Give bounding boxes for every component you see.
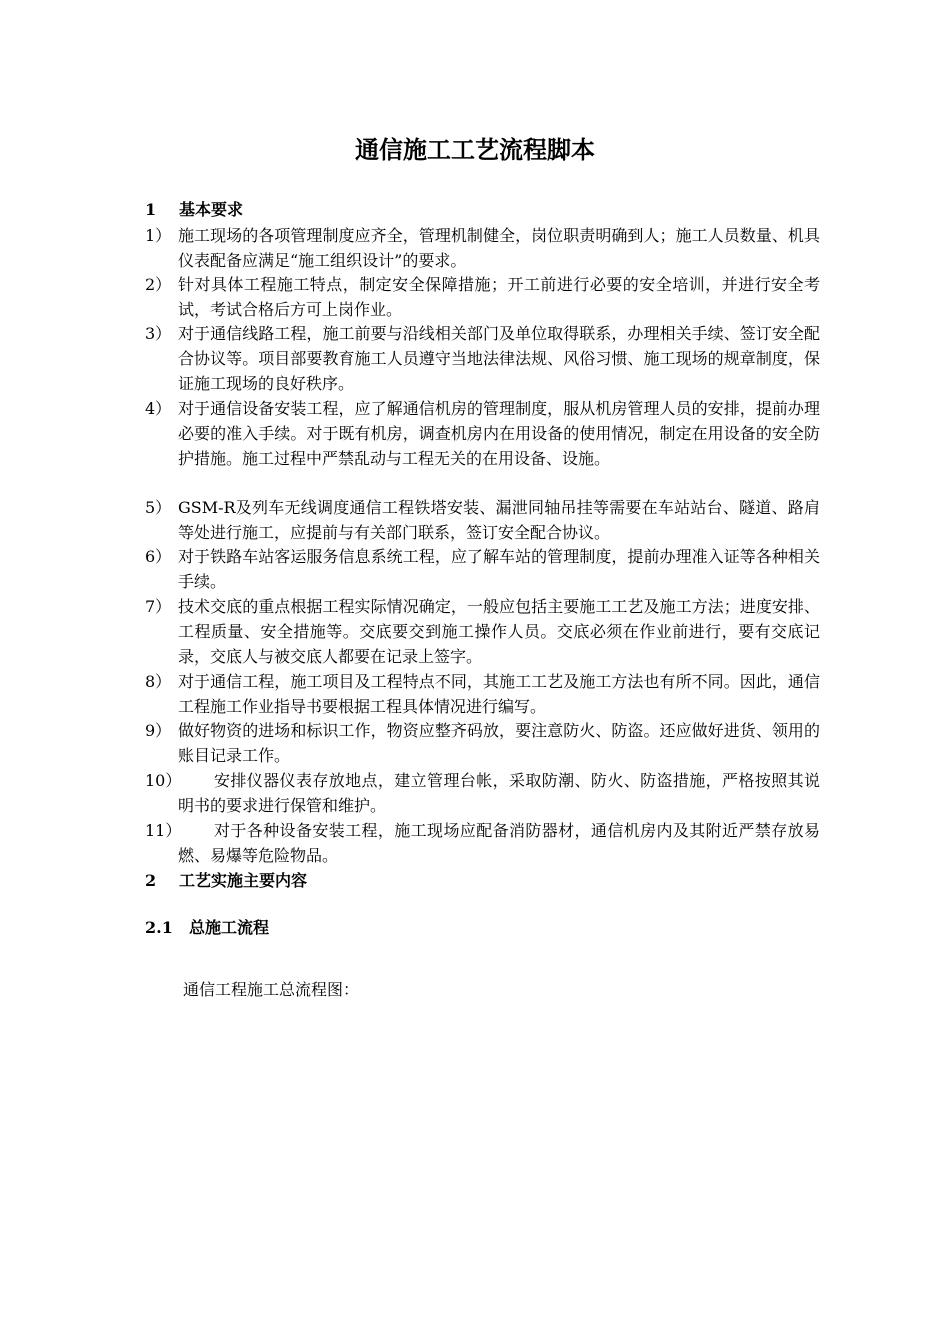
list-item-text: 对于通信设备安装工程，应了解通信机房的管理制度，服从机房管理人员的安排，提前办理必要的准入手续。对于既有机房，调查机房内在用设备的使用情况，制定在用设备的安全防护措施。施工过程中严禁乱动与工程无关的在用设备、设施。: [178, 399, 820, 468]
list-item-3: [145, 321, 820, 396]
section-2-1-title: 总施工流程: [189, 918, 270, 937]
list-item-11: [145, 818, 820, 868]
list-item-4: [145, 396, 820, 471]
list-item-10: [145, 768, 820, 818]
section-2-heading: [145, 869, 307, 893]
list-item-text: GSM-R及列车无线调度通信工程铁塔安装、漏泄同轴吊挂等需要在车站站台、隧道、路肩等处进行施工，应提前与有关部门联系，签订安全配合协议。: [178, 498, 820, 542]
list-item-5: [145, 495, 820, 545]
list-item-number: 5）: [145, 498, 172, 517]
list-item-6: [145, 544, 820, 594]
list-item-number: 3）: [145, 324, 172, 343]
list-item-text: 针对具体工程施工特点，制定安全保障措施；开工前进行必要的安全培训，并进行安全考试，考试合格后方可上岗作业。: [178, 275, 820, 319]
page-title: 通信施工工艺流程脚本: [355, 135, 595, 164]
list-item-text: 安排仪器仪表存放地点，建立管理台帐，采取防潮、防火、防盗措施，严格按照其说明书的要求进行保管和维护。: [178, 771, 820, 815]
section-1-number: 1: [145, 200, 157, 219]
flowchart-intro-text: 通信工程施工总流程图：: [183, 980, 360, 999]
list-item-number: 1）: [145, 226, 172, 245]
list-item-text: 对于通信线路工程，施工前要与沿线相关部门及单位取得联系，办理相关手续、签订安全配合协议等。项目部要教育施工人员遵守当地法律法规、风俗习惯、施工现场的规章制度，保证施工现场的良好秩序。: [178, 324, 820, 393]
section-2-1-number: 2.1: [145, 918, 173, 937]
list-item-7: [145, 594, 820, 669]
list-item-number: 10）: [145, 771, 182, 790]
section-2-title: 工艺实施主要内容: [179, 871, 308, 890]
list-item-text: 技术交底的重点根据工程实际情况确定，一般应包括主要施工工艺及施工方法；进度安排、工程质量、安全措施等。交底要交到施工操作人员。交底必须在作业前进行，要有交底记录，交底人与被交底人都要在记录上签字。: [178, 597, 820, 666]
list-item-text: 对于通信工程，施工项目及工程特点不同，其施工工艺及施工方法也有所不同。因此，通信工程施工作业指导书要根据工程具体情况进行编写。: [178, 672, 820, 716]
section-1-heading: [145, 198, 243, 222]
list-item-1: [145, 223, 820, 273]
list-item-number: 9）: [145, 721, 172, 740]
list-item-text: 对于各种设备安装工程，施工现场应配备消防器材，通信机房内及其附近严禁存放易燃、易爆等危险物品。: [178, 821, 820, 865]
list-item-text: 做好物资的进场和标识工作，物资应整齐码放，要注意防火、防盗。还应做好进货、领用的账目记录工作。: [178, 721, 820, 765]
section-1-title: 基本要求: [179, 200, 244, 219]
list-item-number: 6）: [145, 547, 172, 566]
list-item-number: 7）: [145, 597, 172, 616]
list-item-8: [145, 669, 820, 719]
list-item-9: [145, 718, 820, 768]
list-item-number: 8）: [145, 672, 172, 691]
list-item-2: [145, 272, 820, 322]
section-2-1-heading: [145, 916, 269, 940]
list-item-number: 4）: [145, 399, 172, 418]
list-item-number: 11）: [145, 821, 182, 840]
list-item-text: 对于铁路车站客运服务信息系统工程，应了解车站的管理制度，提前办理准入证等各种相关手续。: [178, 547, 820, 591]
list-item-number: 2）: [145, 275, 172, 294]
section-2-number: 2: [145, 871, 157, 890]
list-item-text: 施工现场的各项管理制度应齐全，管理机制健全，岗位职责明确到人；施工人员数量、机具仪表配备应满足“施工组织设计”的要求。: [178, 226, 820, 270]
